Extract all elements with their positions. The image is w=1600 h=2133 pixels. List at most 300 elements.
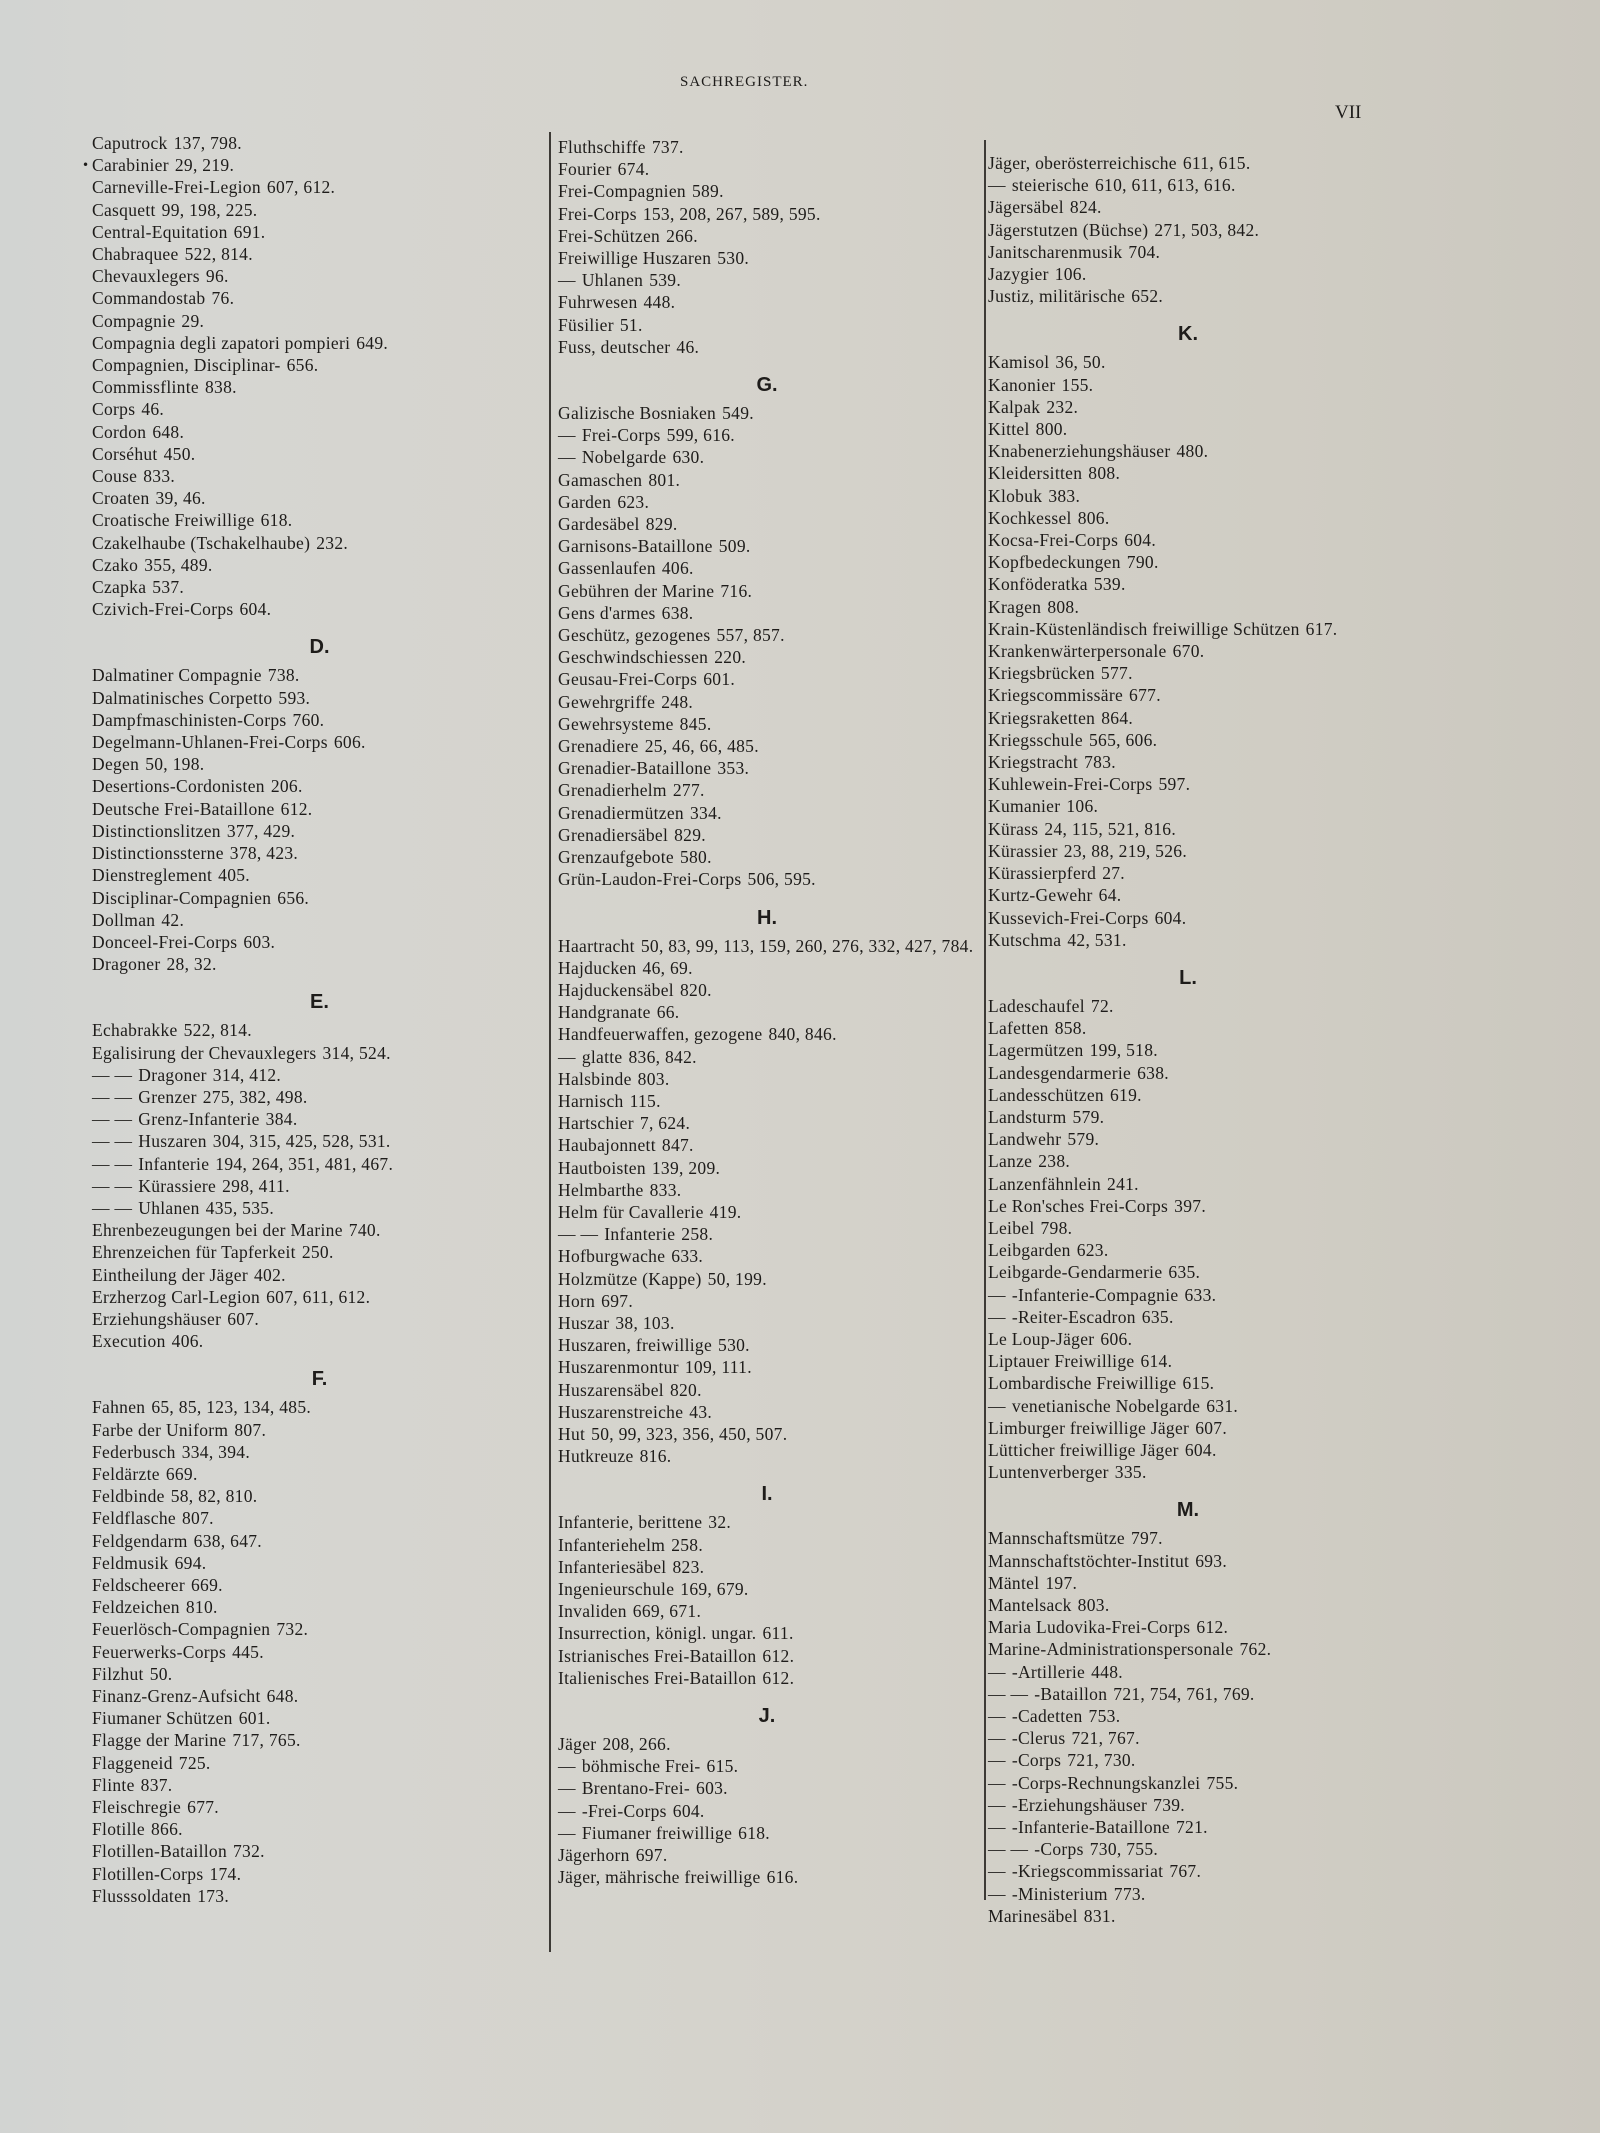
- page-references: 783.: [1084, 752, 1116, 773]
- page-references: 603.: [243, 931, 276, 952]
- index-entry: [988, 1838, 1388, 1860]
- index-term: Kurtz-Gewehr: [988, 885, 1093, 906]
- index-term: Geschütz, gezogenes: [558, 625, 711, 646]
- letter-heading: F.: [311, 1368, 328, 1391]
- index-entry: [988, 1594, 1388, 1616]
- index-entry: [988, 618, 1388, 640]
- index-term: Geusau-Frei-Corps: [558, 669, 698, 690]
- letter-heading: J.: [758, 1705, 776, 1727]
- index-term: Infanterie: [138, 1153, 210, 1174]
- index-term: Jägerstutzen (Büchse): [988, 219, 1149, 240]
- index-entry: [92, 1463, 547, 1485]
- index-term: Compagnie: [92, 310, 176, 331]
- index-term: Landsturm: [988, 1106, 1067, 1127]
- ditto-dash: —: [558, 447, 576, 468]
- index-term: Holzmütze (Kappe): [558, 1268, 702, 1289]
- index-term: Krankenwärterpersonale: [988, 641, 1167, 662]
- index-term: Kleidersitten: [988, 463, 1083, 484]
- index-entry: [92, 310, 547, 332]
- index-term: Kumanier: [988, 796, 1061, 817]
- page-references: 314, 412.: [212, 1064, 282, 1085]
- index-entry: [988, 1328, 1388, 1350]
- index-term: Farbe der Uniform: [92, 1419, 229, 1440]
- page-references: 72.: [1090, 995, 1114, 1016]
- index-term: Federbusch: [92, 1441, 176, 1462]
- index-entry: [988, 1017, 1388, 1039]
- ditto-dash: —: [988, 1794, 1006, 1815]
- index-term: Fiumaner Schützen: [92, 1708, 233, 1729]
- page-references: 314, 524.: [322, 1042, 391, 1063]
- index-term: Haubajonnett: [558, 1135, 656, 1156]
- index-entry: [558, 158, 976, 180]
- index-entry: [558, 225, 976, 247]
- column-divider: [984, 140, 986, 1900]
- index-entry: [558, 868, 976, 890]
- index-term: Fiumaner freiwillige: [581, 1822, 733, 1843]
- index-entry: [92, 1286, 547, 1308]
- index-entry: [558, 757, 976, 779]
- index-entry: [988, 929, 1388, 951]
- page-references: 539.: [649, 270, 682, 291]
- page-references: 604.: [1184, 1439, 1217, 1460]
- ditto-dash: —: [558, 270, 576, 291]
- page-references: 7, 624.: [639, 1113, 691, 1134]
- page-references: 721, 767.: [1071, 1728, 1140, 1749]
- page-references: 606.: [333, 732, 366, 753]
- page-references: 801.: [648, 469, 681, 490]
- letter-heading: H.: [757, 906, 777, 929]
- index-entry: [988, 485, 1388, 507]
- index-term: Jäger: [558, 1734, 597, 1754]
- index-term: Lanze: [988, 1151, 1033, 1172]
- index-term: Lagermützen: [988, 1040, 1084, 1061]
- index-entry: [92, 221, 547, 243]
- ditto-dash: —: [988, 1395, 1006, 1416]
- index-entry: [988, 1395, 1388, 1417]
- letter-heading: G.: [756, 374, 778, 397]
- page-references: 740.: [348, 1220, 381, 1241]
- page-references: 618.: [260, 510, 293, 531]
- index-entry: [92, 576, 547, 598]
- index-term: Marinesäbel: [988, 1905, 1078, 1926]
- index-term: Liptauer Freiwillige: [988, 1351, 1135, 1372]
- index-entry: [558, 469, 976, 491]
- index-term: -Clerus: [1011, 1728, 1066, 1749]
- index-entry: [92, 687, 547, 709]
- index-entry: [558, 957, 976, 979]
- ditto-dash: — —: [988, 1683, 1029, 1704]
- index-entry: [988, 152, 1388, 174]
- index-term: Galizische Bosniaken: [558, 403, 717, 424]
- index-term: Kriegsschule: [988, 729, 1083, 750]
- page-references: 607.: [227, 1308, 260, 1329]
- index-term: -Cadetten: [1011, 1706, 1083, 1726]
- index-term: Konföderatka: [988, 574, 1088, 595]
- index-term: Lombardische Freiwillige: [988, 1373, 1177, 1394]
- index-term: Corps: [92, 399, 136, 420]
- index-term: Gewehrgriffe: [558, 691, 656, 712]
- index-entry: [558, 1157, 976, 1179]
- page-references: 730, 755.: [1089, 1839, 1159, 1860]
- letter-heading: M.: [1176, 1499, 1200, 1522]
- margin-mark: •: [82, 158, 90, 172]
- index-entry: [988, 396, 1388, 418]
- page-references: 773.: [1113, 1883, 1146, 1904]
- index-entry: [558, 1268, 976, 1290]
- index-entry: [988, 1439, 1388, 1461]
- index-term: -Reiter-Escadron: [1011, 1306, 1136, 1327]
- index-term: Kittel: [988, 419, 1030, 440]
- index-entry: [558, 1401, 976, 1423]
- index-term: Lanzenfähnlein: [988, 1173, 1102, 1194]
- index-entry: [558, 203, 976, 225]
- page-references: 50, 83, 99, 113, 159, 260, 276, 332, 427, 784.: [640, 935, 974, 956]
- index-entry: [558, 1511, 976, 1533]
- page-references: 378, 423.: [229, 843, 299, 864]
- index-term: Leibgarde-Gendarmerie: [988, 1262, 1163, 1283]
- page-references: 557, 857.: [716, 625, 785, 646]
- page-references: 633.: [671, 1246, 704, 1267]
- index-entry: [988, 995, 1388, 1017]
- index-entry: [92, 731, 547, 753]
- index-term: Garden: [558, 491, 612, 512]
- page-references: 604.: [239, 599, 272, 620]
- index-term: Huszar: [558, 1312, 610, 1333]
- index-entry: [92, 199, 547, 221]
- page-references: 448.: [643, 292, 676, 313]
- page-references: 612.: [762, 1667, 795, 1688]
- index-term: Dienstreglement: [92, 865, 213, 886]
- index-term: glatte: [581, 1046, 623, 1067]
- index-entry: [988, 1106, 1388, 1128]
- index-term: Ladeschaufel: [988, 995, 1085, 1016]
- ditto-dash: —: [558, 1800, 576, 1821]
- index-term: Fourier: [558, 159, 612, 180]
- index-term: Grenz-Infanterie: [138, 1109, 260, 1130]
- index-term: Kragen: [988, 596, 1042, 617]
- index-entry: [988, 1062, 1388, 1084]
- ditto-dash: —: [558, 1822, 576, 1843]
- page-references: 353.: [717, 758, 750, 779]
- index-entry: [988, 1195, 1388, 1217]
- index-entry: [988, 507, 1388, 529]
- page-references: 618.: [738, 1822, 770, 1843]
- index-entry: [988, 1638, 1388, 1660]
- index-term: Limburger freiwillige Jäger: [988, 1417, 1190, 1438]
- index-entry: [558, 1334, 976, 1356]
- index-entry: [92, 1840, 547, 1862]
- page-references: 27.: [1102, 863, 1125, 884]
- page-references: 50, 99, 323, 356, 450, 507.: [591, 1423, 788, 1444]
- index-entry: [988, 1217, 1388, 1239]
- index-term: Istrianisches Frei-Bataillon: [558, 1645, 757, 1666]
- page-references: 298, 411.: [222, 1175, 290, 1196]
- page-references: 24, 115, 521, 816.: [1044, 818, 1177, 839]
- index-term: Kürass: [988, 818, 1039, 839]
- letter-heading: L.: [1179, 966, 1197, 989]
- page-references: 630.: [672, 447, 705, 468]
- index-entry: [988, 462, 1388, 484]
- index-entry: [988, 1905, 1388, 1927]
- index-entry: [558, 1667, 976, 1689]
- page-references: 866.: [150, 1819, 183, 1840]
- index-entry: [988, 751, 1388, 773]
- index-entry: [92, 465, 547, 487]
- index-entry: [558, 1090, 976, 1112]
- index-entry: [92, 1086, 547, 1108]
- index-term: Gebühren der Marine: [558, 580, 715, 601]
- index-term: Compagnia degli zapatori pompieri: [92, 332, 351, 353]
- index-term: Grenadier-Bataillone: [558, 758, 712, 779]
- index-term: Dampfmaschinisten-Corps: [92, 709, 287, 730]
- index-entry: [558, 1755, 976, 1777]
- index-term: Commandostab: [92, 288, 206, 309]
- index-term: Italienisches Frei-Bataillon: [558, 1667, 757, 1688]
- index-term: Kanonier: [988, 374, 1056, 395]
- page-references: 593.: [278, 687, 311, 708]
- page-references: 51.: [619, 314, 643, 335]
- index-entry: [558, 424, 976, 446]
- index-term: Krain-Küstenländisch freiwillige Schützen: [988, 618, 1300, 639]
- ditto-dash: —: [988, 1861, 1006, 1882]
- index-entry: [988, 219, 1388, 241]
- page-references: 23, 88, 219, 526.: [1063, 840, 1187, 861]
- index-term: Leibel: [988, 1217, 1035, 1238]
- index-entry: [988, 1616, 1388, 1638]
- page-references: 823.: [672, 1556, 705, 1577]
- page-references: 638, 647.: [193, 1530, 262, 1551]
- page-number: VII: [1335, 102, 1362, 123]
- index-entry: [988, 1683, 1388, 1705]
- page-references: 601.: [703, 669, 736, 690]
- index-entry: [558, 1245, 976, 1267]
- page-references: 807.: [234, 1419, 267, 1440]
- letter-heading: E.: [310, 991, 329, 1014]
- page-references: 580.: [679, 847, 712, 868]
- index-column-1: [92, 132, 547, 1907]
- index-term: Brentano-Frei-: [581, 1778, 691, 1799]
- page-references: 604.: [1124, 530, 1157, 551]
- index-entry: [988, 1527, 1388, 1549]
- index-term: Handgranate: [558, 1002, 651, 1023]
- index-entry: [92, 1552, 547, 1574]
- ditto-dash: — —: [92, 1197, 133, 1218]
- index-entry: [558, 247, 976, 269]
- page-references: 604.: [672, 1800, 705, 1821]
- index-term: -Frei-Corps: [581, 1800, 667, 1821]
- index-entry: [92, 421, 547, 443]
- index-entry: [92, 798, 547, 820]
- index-term: Kocsa-Frei-Corps: [988, 530, 1119, 551]
- index-entry: [92, 1042, 547, 1064]
- index-entry: [988, 818, 1388, 840]
- index-entry: [558, 802, 976, 824]
- page-references: 631.: [1206, 1395, 1239, 1416]
- page-references: 753.: [1088, 1706, 1121, 1726]
- index-term: Czapka: [92, 577, 147, 598]
- page-references: 648.: [266, 1686, 299, 1706]
- index-entry: [558, 646, 976, 668]
- page-references: 199, 518.: [1089, 1040, 1158, 1061]
- page-references: 847.: [661, 1135, 694, 1156]
- index-term: Huszaren: [138, 1131, 207, 1152]
- index-entry: [988, 1816, 1388, 1838]
- ditto-dash: — —: [92, 1131, 133, 1152]
- page-references: 677.: [187, 1797, 219, 1818]
- index-term: Flinte: [92, 1774, 135, 1795]
- index-entry: [988, 285, 1388, 307]
- index-term: Lafetten: [988, 1018, 1049, 1039]
- index-entry: [92, 753, 547, 775]
- page-references: 612.: [1196, 1617, 1229, 1638]
- page-references: 808.: [1047, 596, 1080, 617]
- index-term: Füsilier: [558, 314, 614, 335]
- letter-heading: K.: [1178, 323, 1198, 346]
- index-entry: [558, 1844, 976, 1866]
- page-references: 448.: [1091, 1661, 1123, 1682]
- index-term: Fuhrwesen: [558, 292, 638, 313]
- index-term: Mannschaftsmütze: [988, 1528, 1125, 1549]
- index-entry: [558, 1046, 976, 1068]
- page-references: 577.: [1100, 663, 1133, 684]
- page-references: 738.: [267, 665, 300, 686]
- page-references: 66.: [656, 1002, 680, 1023]
- page-references: 266.: [666, 225, 698, 246]
- page-references: 614.: [1140, 1351, 1173, 1372]
- index-term: Uhlanen: [138, 1197, 200, 1218]
- index-term: Flotillen-Corps: [92, 1863, 204, 1884]
- index-entry: [558, 1201, 976, 1223]
- index-term: Dalmatiner Compagnie: [92, 665, 262, 686]
- index-term: Flaggeneid: [92, 1752, 173, 1773]
- index-term: Kriegscommissäre: [988, 685, 1124, 706]
- ditto-dash: — —: [92, 1109, 133, 1130]
- index-term: Gewehrsysteme: [558, 713, 674, 734]
- index-term: Chabraquee: [92, 244, 179, 265]
- index-entry: [92, 176, 547, 198]
- index-entry: [92, 354, 547, 376]
- page-references: 506, 595.: [747, 869, 816, 890]
- index-term: Le Ron'sches Frei-Corps: [988, 1195, 1169, 1216]
- page-references: 277.: [672, 780, 705, 801]
- page-references: 648.: [152, 421, 185, 442]
- page-references: 615.: [1182, 1373, 1215, 1394]
- page-references: 565, 606.: [1088, 729, 1158, 750]
- page-references: 704.: [1128, 241, 1161, 262]
- page-references: 597.: [1158, 774, 1191, 795]
- index-term: Gens d'armes: [558, 602, 656, 623]
- index-term: -Corps-Rechnungskanzlei: [1011, 1772, 1201, 1793]
- index-entry: [988, 1306, 1388, 1328]
- index-term: Gassenlaufen: [558, 558, 656, 579]
- index-term: -Erziehungshäuser: [1011, 1794, 1148, 1815]
- index-entry: [92, 1885, 547, 1907]
- page-references: 669.: [165, 1463, 198, 1484]
- index-entry: [988, 241, 1388, 263]
- page-references: 604.: [1154, 907, 1187, 928]
- page-references: 806.: [1077, 507, 1110, 528]
- index-entry: [558, 402, 976, 424]
- index-entry: [558, 1445, 976, 1467]
- index-term: Chevauxlegers: [92, 266, 200, 287]
- index-entry: [558, 846, 976, 868]
- ditto-dash: —: [988, 1284, 1006, 1305]
- page-references: 43.: [689, 1401, 713, 1422]
- index-term: Kutschma: [988, 929, 1062, 950]
- page-references: 50, 199.: [707, 1268, 767, 1289]
- page-references: 406.: [171, 1331, 204, 1352]
- page-references: 623.: [1076, 1240, 1109, 1261]
- page-references: 258.: [671, 1534, 704, 1555]
- index-term: Dollman: [92, 909, 156, 930]
- index-entry: [92, 1441, 547, 1463]
- index-entry: [988, 795, 1388, 817]
- index-entry: [558, 336, 976, 358]
- index-entry: [988, 351, 1388, 373]
- index-term: -Corps: [1011, 1750, 1062, 1771]
- index-entry: [558, 1290, 976, 1312]
- index-term: Mäntel: [988, 1572, 1040, 1593]
- index-term: Hajduckensäbel: [558, 979, 674, 1000]
- index-entry: [988, 263, 1388, 285]
- index-entry: [92, 1308, 547, 1330]
- index-term: Compagnien, Disciplinar-: [92, 355, 281, 376]
- index-term: Jäger, mährische freiwillige: [558, 1867, 761, 1888]
- page-references: 833.: [649, 1179, 682, 1200]
- page-references: 208, 266.: [602, 1734, 671, 1754]
- index-term: Commissflinte: [92, 377, 199, 398]
- index-term: Hautboisten: [558, 1157, 646, 1178]
- page-references: 670.: [1172, 641, 1205, 662]
- index-term: Luntenverberger: [988, 1462, 1109, 1483]
- index-entry: [988, 707, 1388, 729]
- index-entry: [988, 1883, 1388, 1905]
- index-entry: [92, 864, 547, 886]
- page-references: 50.: [149, 1663, 173, 1684]
- page-references: 755.: [1206, 1772, 1239, 1793]
- index-term: Infanterie: [604, 1224, 676, 1245]
- page-references: 611.: [762, 1623, 794, 1644]
- index-term: Hut: [558, 1423, 586, 1444]
- page-references: 693.: [1195, 1550, 1228, 1571]
- index-term: Filzhut: [92, 1663, 144, 1684]
- index-entry: [988, 684, 1388, 706]
- index-term: Huszarensäbel: [558, 1379, 664, 1400]
- ditto-dash: —: [558, 1756, 576, 1777]
- index-entry: [92, 487, 547, 509]
- page-references: 716.: [720, 580, 753, 601]
- index-term: Horn: [558, 1290, 596, 1311]
- page-references: 232.: [316, 532, 349, 553]
- page-references: 649.: [356, 332, 389, 353]
- index-entry: [558, 1534, 976, 1556]
- page-references: 760.: [292, 709, 325, 730]
- index-entry: [558, 1600, 976, 1622]
- index-term: Infanteriehelm: [558, 1534, 666, 1555]
- page-references: 656.: [286, 355, 319, 376]
- index-term: Kriegstracht: [988, 752, 1079, 773]
- index-term: Grenadierhelm: [558, 780, 667, 801]
- page-references: 820.: [669, 1379, 702, 1400]
- index-term: Grenzer: [138, 1086, 197, 1107]
- page-references: 194, 264, 351, 481, 467.: [215, 1153, 394, 1174]
- index-entry: [988, 1727, 1388, 1749]
- index-term: Corséhut: [92, 443, 158, 464]
- page-references: 335.: [1114, 1462, 1147, 1483]
- ditto-dash: —: [988, 1817, 1006, 1838]
- index-entry: [92, 265, 547, 287]
- index-entry: [558, 1800, 976, 1822]
